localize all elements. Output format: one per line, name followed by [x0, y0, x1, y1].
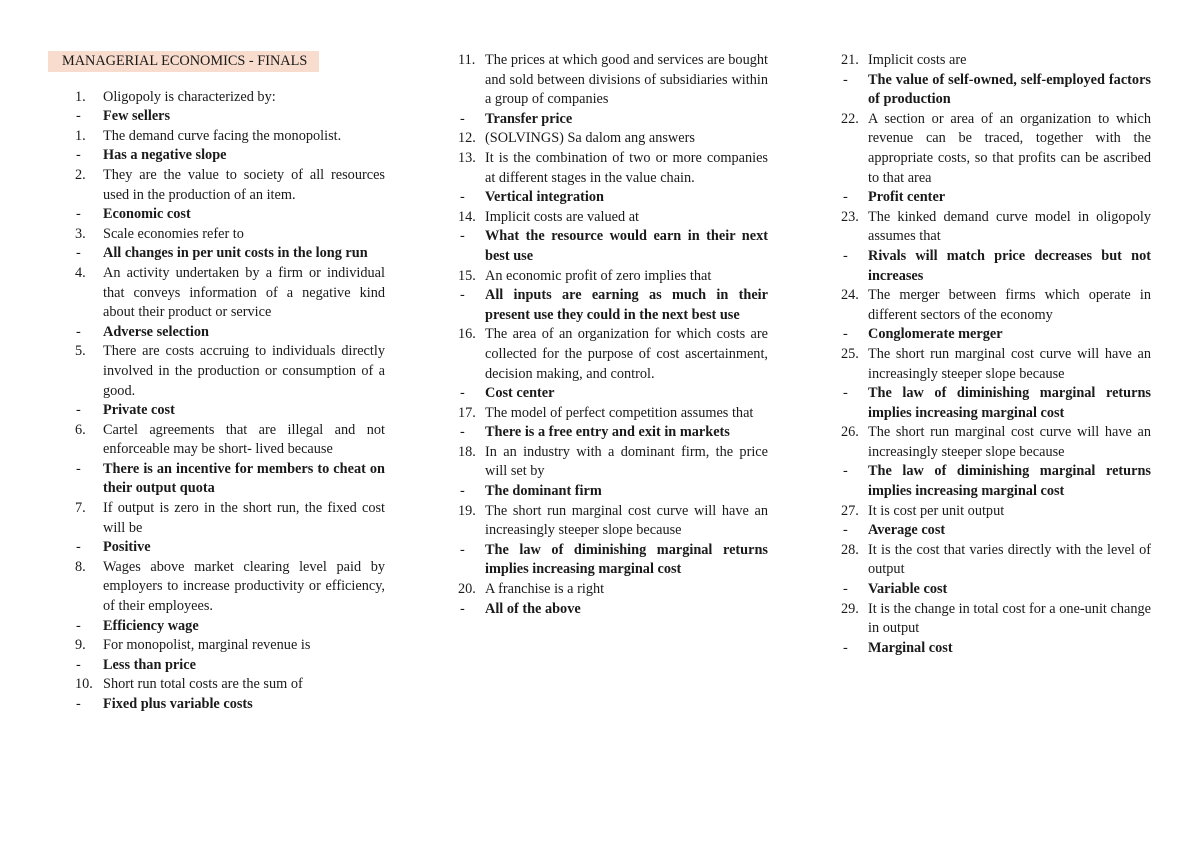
answer-dash: -: [843, 189, 848, 206]
answer-text: What the resource would earn in their next best use: [485, 228, 768, 264]
question-text: A section or area of an organization to which revenue can be traced, together with the appropriate costs, so that profits can be ascribed to that area: [868, 110, 1151, 186]
answer-text: The law of diminishing marginal returns implies increasing marginal cost: [868, 385, 1151, 421]
answer-dash: -: [843, 463, 848, 480]
answer-item: [458, 541, 768, 580]
answer-dash: -: [76, 245, 81, 262]
answer-text: Rivals will match price decreases but not increases: [868, 247, 1151, 284]
answer-text: Fixed plus variable costs: [103, 696, 253, 712]
answer-item: [48, 538, 385, 558]
question-item: [841, 502, 1151, 522]
answer-item: [48, 107, 385, 127]
answer-dash: -: [76, 617, 81, 634]
question-number: 21.: [841, 52, 859, 68]
question-number: 1.: [75, 127, 86, 144]
question-number: 7.: [75, 500, 86, 517]
question-item: [48, 342, 385, 401]
answer-item: [841, 325, 1151, 345]
question-number: 22.: [841, 110, 859, 127]
question-text: They are the value to society of all resources used in the production of an item.: [103, 166, 385, 203]
question-text: (SOLVINGS) Sa dalom ang answers: [485, 130, 695, 147]
answer-item: [48, 146, 385, 166]
answer-text: The law of diminishing marginal returns implies increasing marginal cost: [485, 541, 768, 578]
question-item: [841, 600, 1151, 639]
column-1: [48, 51, 385, 715]
question-item: [841, 51, 1151, 71]
question-text: The merger between firms which operate in different sectors of the economy: [868, 287, 1151, 323]
answer-dash: -: [843, 385, 848, 402]
answer-dash: -: [76, 539, 81, 556]
question-text: There are costs accruing to individuals directly involved in the production or consumption of a good.: [103, 343, 385, 399]
question-text: The model of perfect competition assumes that: [485, 404, 754, 421]
question-number: 27.: [841, 502, 859, 519]
answer-text: Efficiency wage: [103, 617, 199, 634]
answer-text: Has a negative slope: [103, 147, 227, 164]
answer-text: The law of diminishing marginal returns implies increasing marginal cost: [868, 463, 1151, 500]
answer-item: [48, 695, 385, 715]
answer-dash: -: [843, 326, 848, 343]
answer-item: [48, 244, 385, 264]
answer-item: [48, 617, 385, 637]
question-item: [48, 636, 385, 656]
answer-dash: -: [843, 247, 848, 264]
answer-text: All of the above: [485, 600, 581, 617]
answer-dash: -: [76, 108, 81, 125]
question-item: [841, 423, 1151, 462]
answer-text: Private cost: [103, 402, 175, 419]
question-number: 25.: [841, 345, 859, 362]
answer-dash: -: [843, 639, 848, 656]
answer-dash: -: [76, 696, 81, 712]
answer-text: Economic cost: [103, 206, 191, 223]
answer-item: [458, 600, 768, 620]
question-text: The short run marginal cost curve will have an increasingly steeper slope because: [485, 502, 768, 539]
answer-dash: -: [460, 287, 465, 304]
question-item: [48, 127, 385, 147]
answer-dash: -: [460, 541, 465, 558]
answer-dash: -: [76, 402, 81, 419]
column-3: [841, 51, 1151, 658]
question-number: 26.: [841, 424, 859, 441]
question-number: 17.: [458, 404, 476, 421]
question-number: 4.: [75, 264, 86, 281]
answer-text: All changes in per unit costs in the long run: [103, 245, 368, 262]
answer-dash: -: [460, 600, 465, 617]
question-text: It is the change in total cost for a one-unit change in output: [868, 600, 1151, 637]
question-item: [458, 443, 768, 482]
question-text: The kinked demand curve model in oligopoly assumes that: [868, 208, 1151, 245]
answer-item: [48, 401, 385, 421]
question-text: Short run total costs are the sum of: [103, 676, 303, 693]
answer-item: [841, 247, 1151, 286]
question-number: 8.: [75, 558, 86, 575]
question-item: [458, 580, 768, 600]
question-number: 3.: [75, 225, 86, 242]
answer-item: [48, 323, 385, 343]
question-item: [841, 286, 1151, 325]
question-number: 13.: [458, 149, 476, 166]
question-number: 28.: [841, 541, 859, 558]
answer-text: Average cost: [868, 522, 946, 539]
answer-item: [841, 188, 1151, 208]
question-text: It is the cost that varies directly with the level of output: [868, 541, 1151, 578]
question-text: Scale economies refer to: [103, 225, 244, 242]
question-item: [458, 404, 768, 424]
answer-text: Vertical integration: [485, 189, 604, 206]
question-item: [48, 225, 385, 245]
answer-text: The dominant firm: [485, 483, 602, 500]
answer-dash: -: [460, 189, 465, 206]
answer-dash: -: [843, 71, 848, 88]
answer-text: There is an incentive for members to cheat on their output quota: [103, 460, 385, 497]
answer-item: [48, 205, 385, 225]
answer-text: There is a free entry and exit in markets: [485, 424, 730, 441]
question-number: 15.: [458, 267, 476, 284]
answer-item: [458, 188, 768, 208]
question-number: 10.: [75, 676, 93, 693]
answer-text: Transfer price: [485, 110, 573, 127]
answer-dash: -: [460, 483, 465, 500]
answer-item: [458, 384, 768, 404]
question-item: [48, 421, 385, 460]
answer-item: [458, 227, 768, 266]
answer-dash: -: [76, 656, 81, 673]
answer-item: [48, 460, 385, 499]
answer-dash: -: [460, 228, 465, 245]
answer-dash: -: [460, 110, 465, 127]
question-item: [458, 149, 768, 188]
answer-text: All inputs are earning as much in their present use they could in the next best use: [485, 287, 768, 323]
question-item: [841, 541, 1151, 580]
question-text: A franchise is a right: [485, 581, 605, 598]
question-item: [458, 502, 768, 541]
question-number: 19.: [458, 502, 476, 519]
answer-dash: -: [460, 385, 465, 402]
question-number: 24.: [841, 287, 859, 304]
answer-item: [841, 521, 1151, 541]
question-text: The prices at which good and services are bought and sold between divisions of subsidiaries within a group of companies: [485, 52, 768, 108]
question-item: [841, 110, 1151, 188]
question-item: [458, 267, 768, 287]
question-number: 9.: [75, 637, 86, 654]
question-number: 20.: [458, 581, 476, 598]
question-item: [48, 166, 385, 205]
column-2: [458, 51, 768, 619]
question-item: [458, 51, 768, 110]
answer-item: [841, 580, 1151, 600]
question-item: [458, 325, 768, 384]
answer-text: The value of self-owned, self-employed factors of production: [868, 71, 1151, 108]
answer-text: Marginal cost: [868, 639, 953, 656]
question-item: [48, 88, 385, 108]
page-title: MANAGERIAL ECONOMICS - FINALS: [48, 51, 319, 72]
question-text: Implicit costs are valued at: [485, 208, 640, 225]
answer-text: Positive: [103, 539, 151, 556]
question-number: 2.: [75, 166, 86, 183]
question-text: An activity undertaken by a firm or individual that conveys information of a negative kind about their product or service: [103, 264, 385, 321]
answer-item: [841, 639, 1151, 659]
question-number: 29.: [841, 600, 859, 617]
question-text: It is cost per unit output: [868, 502, 1005, 519]
answer-text: Less than price: [103, 656, 196, 673]
question-text: The short run marginal cost curve will have an increasingly steeper slope because: [868, 424, 1151, 460]
question-text: For monopolist, marginal revenue is: [103, 637, 311, 654]
answer-dash: -: [460, 424, 465, 441]
answer-text: Conglomerate merger: [868, 326, 1003, 343]
answer-item: [458, 423, 768, 443]
question-text: An economic profit of zero implies that: [485, 267, 712, 284]
answer-item: [48, 656, 385, 676]
question-text: Implicit costs are: [868, 52, 967, 68]
question-text: Oligopoly is characterized by:: [103, 88, 276, 105]
question-item: [48, 499, 385, 538]
question-number: 11.: [458, 52, 476, 68]
answer-text: Cost center: [485, 385, 555, 402]
question-number: 14.: [458, 208, 476, 225]
question-number: 6.: [75, 421, 86, 438]
question-number: 23.: [841, 208, 859, 225]
answer-dash: -: [76, 323, 81, 340]
question-text: It is the combination of two or more companies at different stages in the value chain.: [485, 149, 768, 186]
question-number: 12.: [458, 130, 476, 147]
question-number: 1.: [75, 88, 86, 105]
answer-dash: -: [76, 460, 81, 477]
question-item: [48, 558, 385, 617]
answer-item: [841, 462, 1151, 501]
question-item: [458, 129, 768, 149]
answer-text: Few sellers: [103, 108, 171, 125]
question-item: [841, 345, 1151, 384]
question-text: Wages above market clearing level paid by employers to increase productivity or efficiency, of their employees.: [103, 558, 385, 615]
question-item: [841, 208, 1151, 247]
answer-text: Profit center: [868, 189, 946, 206]
answer-dash: -: [843, 581, 848, 598]
answer-item: [458, 286, 768, 325]
question-item: [48, 675, 385, 695]
question-number: 18.: [458, 443, 476, 460]
answer-item: [458, 482, 768, 502]
answer-item: [458, 110, 768, 130]
answer-dash: -: [843, 522, 848, 539]
answer-dash: -: [76, 147, 81, 164]
question-item: [458, 208, 768, 228]
question-text: If output is zero in the short run, the fixed cost will be: [103, 500, 385, 536]
question-item: [48, 264, 385, 323]
question-text: The area of an organization for which costs are collected for the purpose of cost ascertainment, decision making, and control.: [485, 326, 768, 382]
question-text: The demand curve facing the monopolist.: [103, 127, 342, 144]
question-number: 5.: [75, 343, 86, 360]
question-text: In an industry with a dominant firm, the price will set by: [485, 443, 768, 480]
answer-text: Variable cost: [868, 581, 948, 598]
answer-text: Adverse selection: [103, 323, 210, 340]
question-number: 16.: [458, 326, 476, 343]
answer-dash: -: [76, 206, 81, 223]
question-text: The short run marginal cost curve will have an increasingly steeper slope because: [868, 345, 1151, 382]
answer-item: [841, 384, 1151, 423]
question-text: Cartel agreements that are illegal and not enforceable may be short- lived because: [103, 421, 385, 458]
answer-item: [841, 71, 1151, 110]
